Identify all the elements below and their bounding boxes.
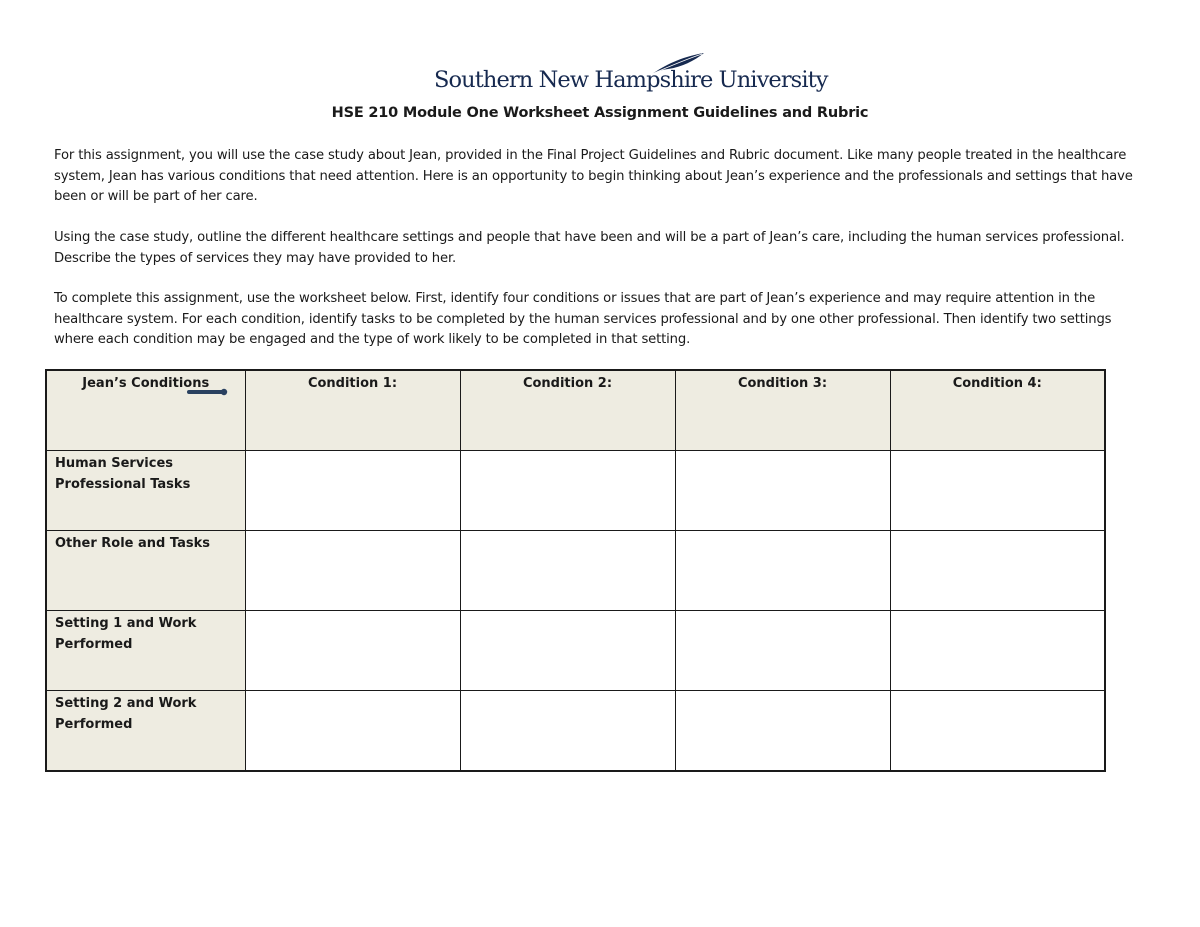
worksheet-header-row [46, 370, 1105, 451]
logo-wordmark: Southern New Hampshire University [434, 67, 828, 93]
pen-stroke-mark-icon [187, 388, 229, 396]
input-cell[interactable] [460, 691, 675, 772]
table-row [46, 611, 1105, 691]
column-header-condition-3: Condition 3: [675, 370, 890, 451]
input-cell[interactable] [245, 691, 460, 772]
column-header-condition-4: Condition 4: [890, 370, 1105, 451]
input-cell[interactable] [460, 451, 675, 531]
input-cell[interactable] [890, 611, 1105, 691]
instructions-paragraph-3: To complete this assignment, use the worksheet below. First, identify four conditions or issues that are part of Jean’s experience and may require attention in the healthcare system. For each condition, identify tasks to be completed by the human services professional and by one other professional. Then identify two settings where each condition may be engaged and the type of work likely to be completed in that setting. [54, 291, 1112, 348]
input-cell[interactable] [675, 691, 890, 772]
input-cell[interactable] [245, 531, 460, 611]
input-cell[interactable] [460, 531, 675, 611]
instructions-paragraph-2: Using the case study, outline the different healthcare settings and people that have been and will be a part of Jean’s care, including the human services professional. Describe the types of services they may have provided to her. [54, 230, 1125, 266]
input-cell[interactable] [460, 611, 675, 691]
table-row [46, 691, 1105, 772]
row-label-other-role-tasks: Other Role and Tasks [46, 531, 245, 611]
feather-quill-icon [648, 52, 708, 76]
column-header-condition-1: Condition 1: [245, 370, 460, 451]
input-cell[interactable] [890, 531, 1105, 611]
input-cell[interactable] [890, 451, 1105, 531]
corner-header-label: Jean’s Conditions [82, 376, 210, 391]
table-row [46, 531, 1105, 611]
input-cell[interactable] [675, 451, 890, 531]
column-header-condition-2: Condition 2: [460, 370, 675, 451]
input-cell[interactable] [245, 611, 460, 691]
input-cell[interactable] [675, 531, 890, 611]
input-cell[interactable] [245, 451, 460, 531]
worksheet-table [45, 369, 1106, 772]
page-title: HSE 210 Module One Worksheet Assignment Guidelines and Rubric [331, 105, 869, 121]
row-label-setting-1: Setting 1 and Work Performed [46, 611, 245, 691]
row-label-human-services-tasks: Human Services Professional Tasks [46, 451, 245, 531]
input-cell[interactable] [675, 611, 890, 691]
input-cell[interactable] [890, 691, 1105, 772]
instructions-paragraph-1: For this assignment, you will use the case study about Jean, provided in the Final Project Guidelines and Rubric document. Like many people treated in the healthcare system, Jean has various conditions that need attention. Here is an opportunity to begin thinking about Jean’s experience and the professionals and settings that have been or will be part of her care. [54, 148, 1133, 205]
corner-header-cell [46, 370, 245, 451]
table-row [46, 451, 1105, 531]
row-label-setting-2: Setting 2 and Work Performed [46, 691, 245, 772]
university-logo [434, 52, 828, 102]
